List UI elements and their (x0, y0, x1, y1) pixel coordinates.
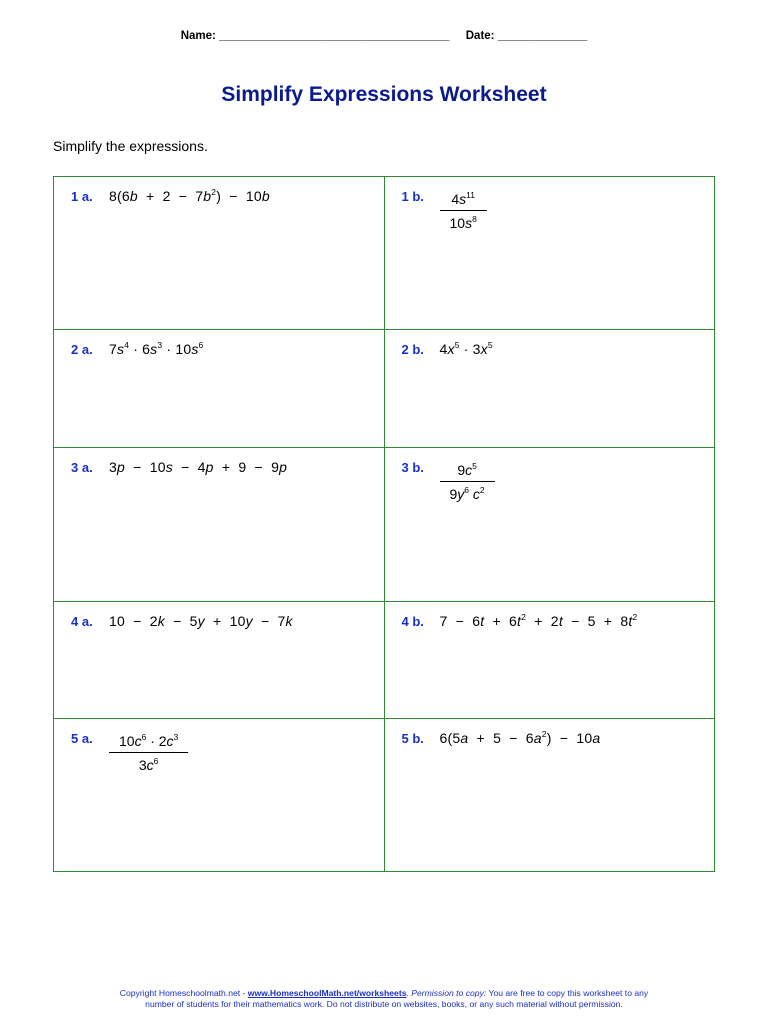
footer-after-link: . (406, 988, 412, 998)
problem-label: 2 a. (71, 342, 93, 357)
problem-label: 4 a. (71, 614, 93, 629)
problem-grid (53, 176, 715, 872)
worksheet-title: Simplify Expressions Worksheet (221, 83, 547, 106)
problem-label: 3 b. (401, 460, 424, 475)
problem-label: 5 b. (401, 731, 424, 746)
problem-cell-1b (384, 177, 715, 330)
footer-prefix: Copyright Homeschoolmath.net - (119, 988, 248, 998)
expression-3a: 3p − 10s − 4p + 9 − 9p (109, 459, 288, 475)
expression-2a: $7s^4 \cdot 6s^3 \cdot 10s^6$ (109, 340, 204, 357)
footer-line-2: number of students for their mathematics work. Do not distribute on websites, books, or any such material without permission. (145, 999, 623, 1009)
problem-cell-1a (54, 177, 385, 330)
fraction-1b: $\frac{4s^{11}}{10s^8}$ (440, 191, 487, 231)
problem-label: 5 a. (71, 731, 93, 746)
problem-cell-3b (384, 448, 715, 602)
date-label: Date: (465, 30, 495, 42)
problem-label: 1 a. (71, 189, 93, 204)
fraction-3b: $\frac{9c^5}{9y^6 c^2}$ (440, 462, 495, 502)
expression-5b: $6(5a + 5 - 6a^2) - 10a$ (439, 729, 601, 746)
name-blank-line[interactable]: ____________________________________ (219, 30, 450, 42)
problem-cell-2a (54, 330, 385, 448)
name-label: Name: (180, 30, 216, 42)
problem-label: 1 b. (401, 189, 424, 204)
problem-cell-4a (54, 602, 385, 719)
problem-cell-5a (54, 719, 385, 872)
expression-1a: $8(6b + 2 - 7b^2) - 10b$ (109, 187, 270, 204)
footer-line-1 (0, 988, 768, 999)
footer-suffix: You are free to copy this worksheet to any (486, 988, 649, 998)
date-blank-line[interactable]: ______________ (497, 30, 588, 42)
problem-cell-2b (384, 330, 715, 448)
permission-label: Permission to copy: (411, 988, 487, 998)
problem-cell-3a (54, 448, 385, 602)
expression-4b: $7 - 6t + 6t^2 + 2t - 5 + 8t^2$ (439, 612, 638, 629)
expression-4a: 10 − 2k − 5y + 10y − 7k (109, 613, 293, 629)
fraction-5a: $\frac{10c^6 \cdot 2c^3}{3c^6}$ (109, 733, 188, 773)
name-date-header (0, 30, 768, 42)
copyright-footer (0, 988, 768, 1010)
expression-2b: $4x^5 \cdot 3x^5$ (439, 340, 493, 357)
worksheets-link[interactable]: www.HomeschoolMath.net/worksheets (247, 988, 407, 998)
problem-label: 3 a. (71, 460, 93, 475)
problem-cell-4b (384, 602, 715, 719)
problem-label: 2 b. (401, 342, 424, 357)
problem-label: 4 b. (401, 614, 424, 629)
instructions-text: Simplify the expressions. (53, 138, 208, 154)
problem-cell-5b (384, 719, 715, 872)
